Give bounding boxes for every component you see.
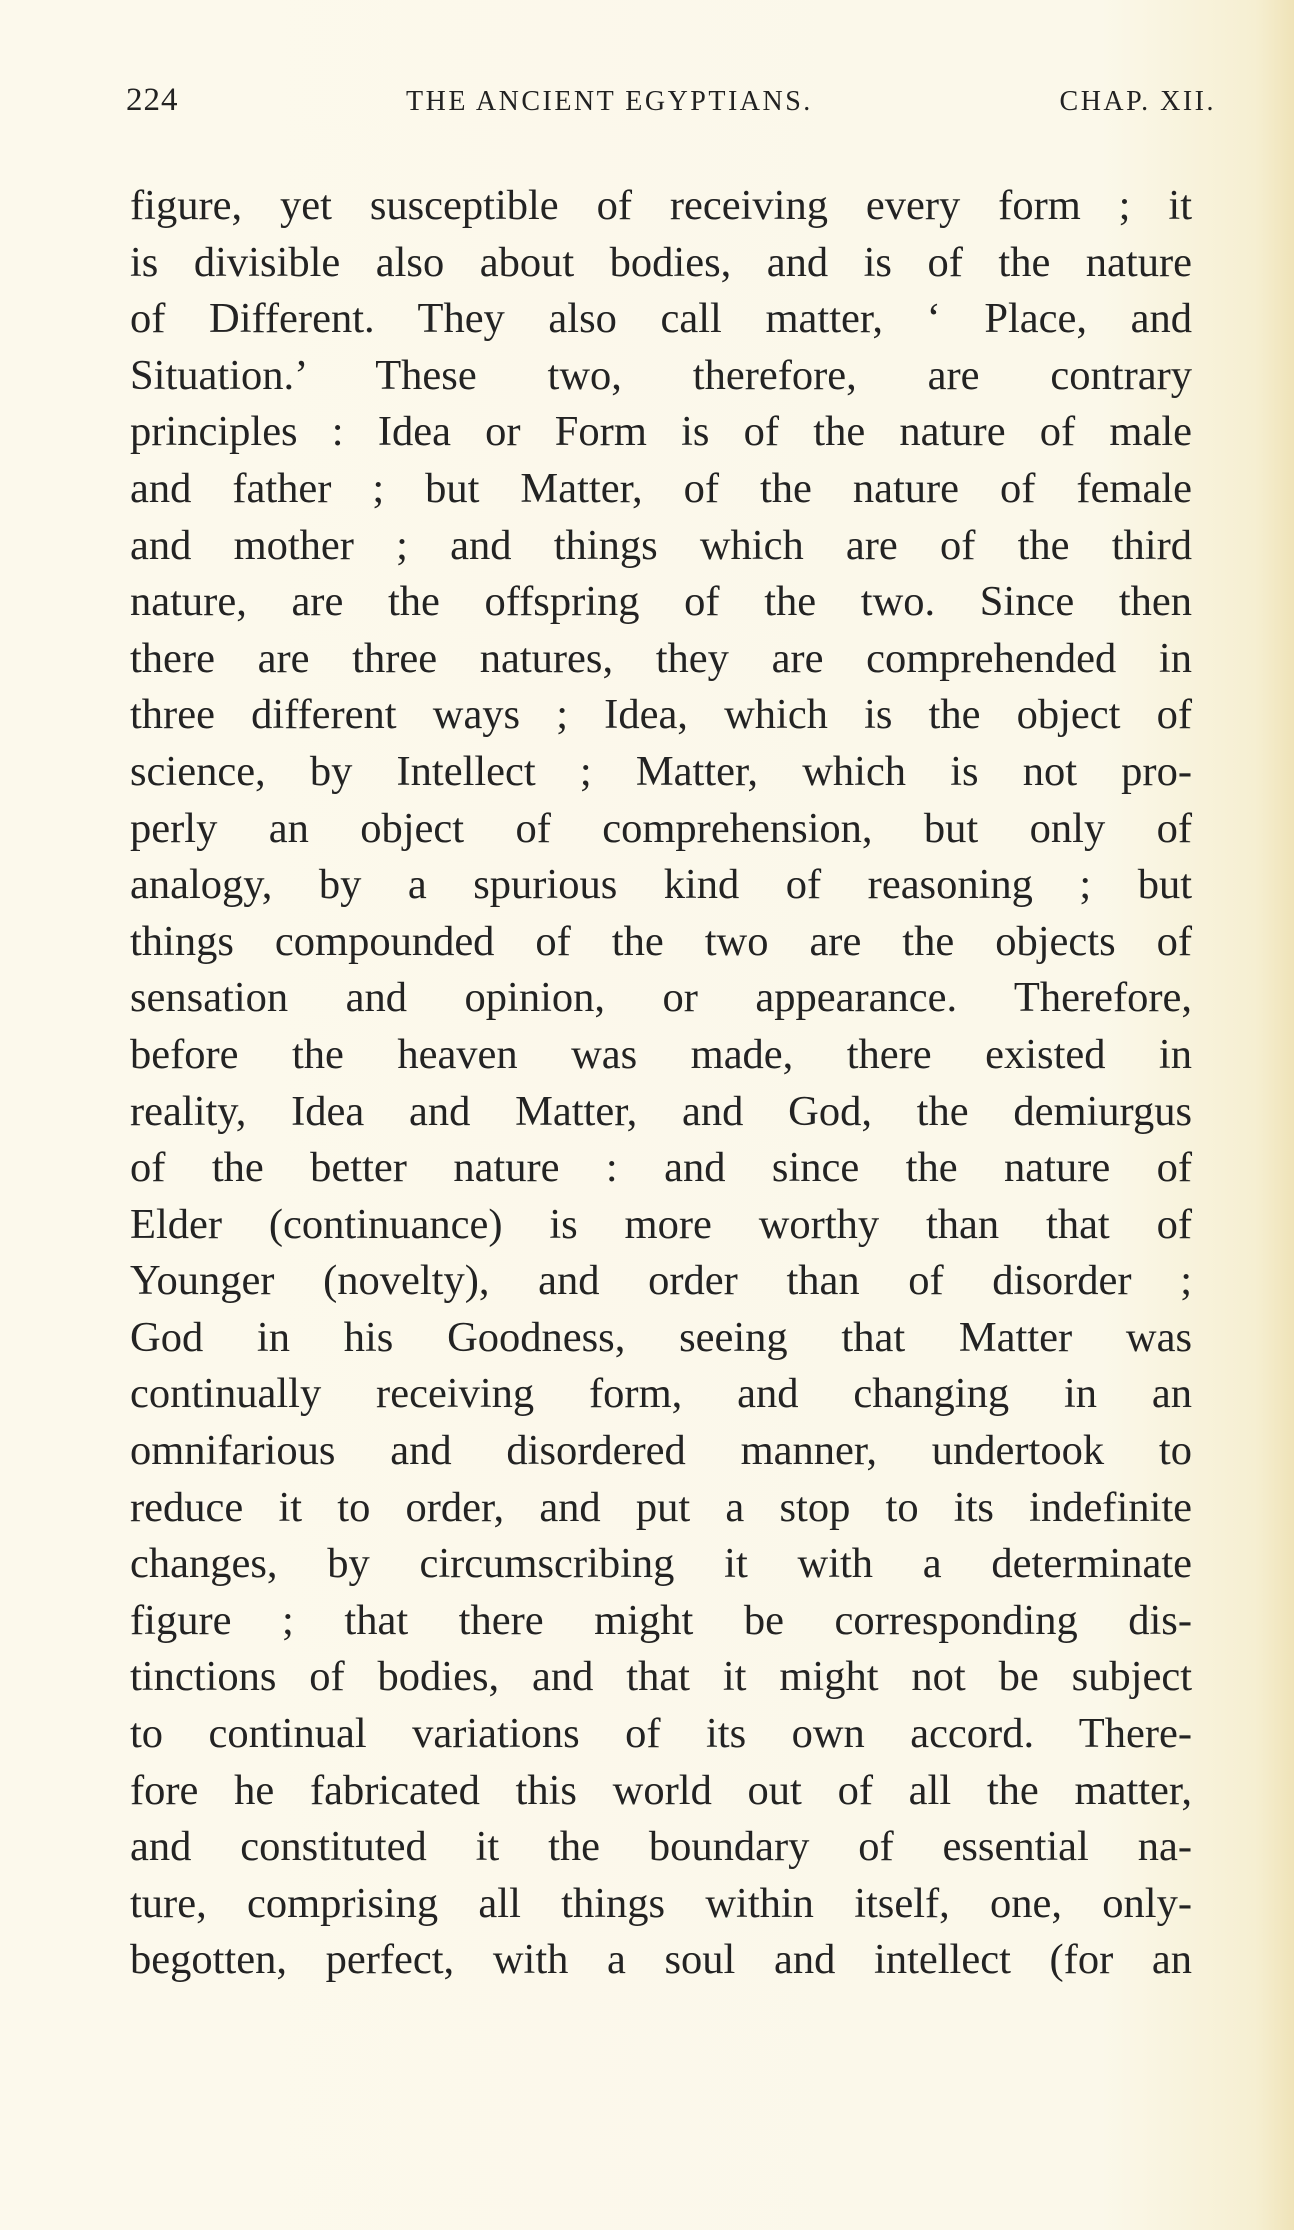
running-title: THE ANCIENT EGYPTIANS. [406, 86, 813, 117]
text-line: fore he fabricated this world out of all the matter, [130, 1766, 1192, 1814]
text-line: of the better nature : and since the nature of [130, 1144, 1192, 1192]
text-line: sensation and opinion, or appearance. Therefore, [130, 974, 1192, 1022]
text-line: perly an object of comprehension, but only of [130, 804, 1192, 852]
text-line: science, by Intellect ; Matter, which is not pro- [130, 747, 1192, 795]
text-line: of Different. They also call matter, ‘ Place, and [130, 295, 1192, 343]
text-line: principles : Idea or Form is of the nature of male [130, 408, 1192, 456]
text-line: omnifarious and disordered manner, undertook to [130, 1427, 1192, 1475]
text-line: and constituted it the boundary of essential na- [130, 1823, 1192, 1871]
text-line: figure, yet susceptible of receiving every form ; it [130, 182, 1192, 229]
text-line: there are three natures, they are comprehended in [130, 634, 1192, 682]
text-line: and father ; but Matter, of the nature of female [130, 464, 1192, 512]
running-header [126, 82, 1216, 132]
text-line: reality, Idea and Matter, and God, the demiurgus [130, 1087, 1192, 1135]
text-line: things compounded of the two are the objects of [130, 917, 1192, 965]
text-line: Situation.’ These two, therefore, are contrary [130, 351, 1192, 399]
page-number: 224 [126, 82, 179, 118]
text-line: begotten, perfect, with a soul and intellect (for an [130, 1936, 1192, 1984]
text-line: changes, by circumscribing it with a determinate [130, 1540, 1192, 1588]
text-line: three different ways ; Idea, which is the object of [130, 691, 1192, 739]
text-line: reduce it to order, and put a stop to its indefinite [130, 1483, 1192, 1531]
text-line: Elder (continuance) is more worthy than that of [130, 1200, 1192, 1248]
text-line: to continual variations of its own accord. There- [130, 1710, 1192, 1758]
chapter-label: CHAP. XII. [1059, 86, 1216, 117]
text-line: Younger (novelty), and order than of disorder ; [130, 1257, 1192, 1305]
text-line: before the heaven was made, there existed in [130, 1030, 1192, 1078]
text-line: and mother ; and things which are of the third [130, 521, 1192, 569]
text-line: tinctions of bodies, and that it might not be subject [130, 1653, 1192, 1701]
text-line: analogy, by a spurious kind of reasoning ; but [130, 861, 1192, 909]
text-line: nature, are the offspring of the two. Since then [130, 578, 1192, 626]
text-line: God in his Goodness, seeing that Matter was [130, 1313, 1192, 1361]
text-line: is divisible also about bodies, and is of the nature [130, 238, 1192, 286]
text-line: figure ; that there might be corresponding dis- [130, 1596, 1192, 1644]
text-line: continually receiving form, and changing in an [130, 1370, 1192, 1418]
body-text [130, 178, 1192, 1989]
text-line: ture, comprising all things within itself, one, only- [130, 1879, 1192, 1927]
